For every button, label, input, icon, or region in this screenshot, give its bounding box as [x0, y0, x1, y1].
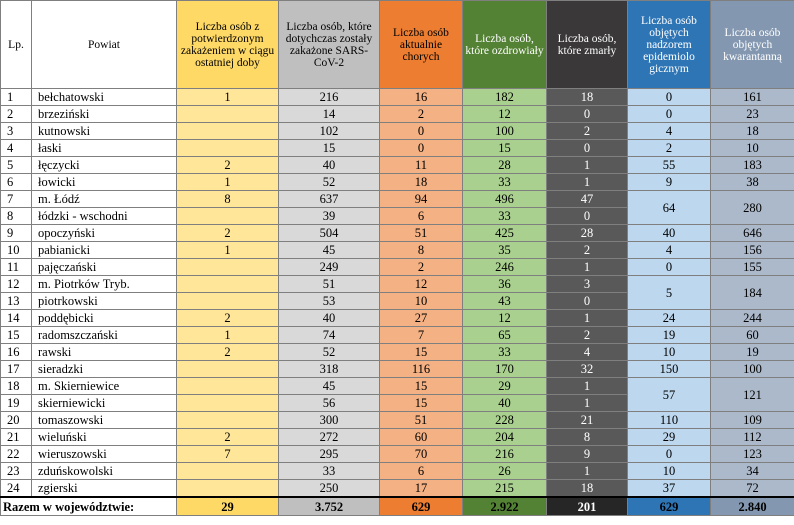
row-lp: 17	[1, 361, 32, 378]
row-active: 27	[380, 310, 463, 327]
row-epi: 29	[628, 429, 711, 446]
header-deceased: Liczba osób, które zmarły	[547, 1, 628, 89]
row-quarantine: 646	[711, 225, 794, 242]
row-active: 10	[380, 293, 463, 310]
row-powiat: łowicki	[32, 174, 177, 191]
row-active: 11	[380, 157, 463, 174]
row-quarantine: 34	[711, 463, 794, 480]
table-row	[1, 174, 794, 191]
row-recovered: 12	[463, 310, 547, 327]
row-new	[177, 140, 279, 157]
total-cumulative: 3.752	[279, 497, 380, 516]
row-new	[177, 106, 279, 123]
row-epi: 10	[628, 344, 711, 361]
row-new: 8	[177, 191, 279, 208]
row-cumulative: 52	[279, 174, 380, 191]
row-cumulative: 637	[279, 191, 380, 208]
row-quarantine: 10	[711, 140, 794, 157]
row-lp: 3	[1, 123, 32, 140]
row-active: 51	[380, 225, 463, 242]
row-deceased: 1	[547, 259, 628, 276]
row-powiat: wieluński	[32, 429, 177, 446]
table-row	[1, 191, 794, 208]
row-deceased: 0	[547, 140, 628, 157]
row-cumulative: 318	[279, 361, 380, 378]
row-active: 51	[380, 412, 463, 429]
row-cumulative: 45	[279, 378, 380, 395]
row-new	[177, 378, 279, 395]
row-lp: 6	[1, 174, 32, 191]
row-active: 18	[380, 174, 463, 191]
row-recovered: 170	[463, 361, 547, 378]
row-epi: 110	[628, 412, 711, 429]
row-lp: 24	[1, 480, 32, 498]
row-deceased: 3	[547, 276, 628, 293]
row-deceased: 1	[547, 310, 628, 327]
row-cumulative: 14	[279, 106, 380, 123]
row-deceased: 0	[547, 208, 628, 225]
row-quarantine: 60	[711, 327, 794, 344]
row-active: 6	[380, 463, 463, 480]
header-new-cases: Liczba osób z potwierdzonym zakażeniem w ciągu ostatniej doby	[177, 1, 279, 89]
row-lp: 5	[1, 157, 32, 174]
header-quarantine: Liczba osób objętych kwarantanną	[711, 1, 794, 89]
row-cumulative: 295	[279, 446, 380, 463]
row-new	[177, 463, 279, 480]
total-epi: 629	[628, 497, 711, 516]
row-powiat: tomaszowski	[32, 412, 177, 429]
row-new: 2	[177, 310, 279, 327]
row-new	[177, 123, 279, 140]
merged-quarantine: 184	[711, 276, 794, 310]
row-lp: 11	[1, 259, 32, 276]
row-active: 15	[380, 395, 463, 412]
row-new	[177, 361, 279, 378]
row-epi: 150	[628, 361, 711, 378]
total-quarantine: 2.840	[711, 497, 794, 516]
row-lp: 19	[1, 395, 32, 412]
header-epidemiological-supervision: Liczba osób objętych nadzorem epidemiolo gicznym	[628, 1, 711, 89]
row-powiat: skierniewicki	[32, 395, 177, 412]
row-new: 1	[177, 242, 279, 259]
row-cumulative: 53	[279, 293, 380, 310]
merged-epi: 64	[628, 191, 711, 225]
row-active: 17	[380, 480, 463, 498]
row-quarantine: 123	[711, 446, 794, 463]
row-powiat: m. Piotrków Tryb.	[32, 276, 177, 293]
row-lp: 21	[1, 429, 32, 446]
row-deceased: 1	[547, 463, 628, 480]
row-deceased: 1	[547, 174, 628, 191]
row-quarantine: 18	[711, 123, 794, 140]
row-epi: 4	[628, 242, 711, 259]
row-active: 7	[380, 327, 463, 344]
table-row	[1, 225, 794, 242]
table-row	[1, 310, 794, 327]
row-powiat: łaski	[32, 140, 177, 157]
row-active: 6	[380, 208, 463, 225]
row-recovered: 246	[463, 259, 547, 276]
row-deceased: 2	[547, 123, 628, 140]
row-active: 116	[380, 361, 463, 378]
row-quarantine: 155	[711, 259, 794, 276]
row-recovered: 35	[463, 242, 547, 259]
row-powiat: m. Łódź	[32, 191, 177, 208]
row-deceased: 9	[547, 446, 628, 463]
row-powiat: bełchatowski	[32, 89, 177, 106]
row-new: 7	[177, 446, 279, 463]
row-recovered: 36	[463, 276, 547, 293]
row-powiat: wieruszowski	[32, 446, 177, 463]
row-lp: 10	[1, 242, 32, 259]
row-lp: 20	[1, 412, 32, 429]
header-powiat: Powiat	[32, 1, 177, 89]
row-epi: 24	[628, 310, 711, 327]
table-row	[1, 480, 794, 498]
header-lp: Lp.	[1, 1, 32, 89]
row-cumulative: 249	[279, 259, 380, 276]
row-deceased: 2	[547, 327, 628, 344]
table-row	[1, 242, 794, 259]
table-row	[1, 429, 794, 446]
merged-quarantine: 280	[711, 191, 794, 225]
row-powiat: opoczyński	[32, 225, 177, 242]
row-powiat: rawski	[32, 344, 177, 361]
row-deceased: 4	[547, 344, 628, 361]
row-recovered: 12	[463, 106, 547, 123]
row-recovered: 26	[463, 463, 547, 480]
row-new	[177, 480, 279, 498]
table-row	[1, 106, 794, 123]
row-deceased: 18	[547, 89, 628, 106]
row-lp: 8	[1, 208, 32, 225]
table-row	[1, 446, 794, 463]
row-cumulative: 45	[279, 242, 380, 259]
row-deceased: 1	[547, 395, 628, 412]
row-cumulative: 51	[279, 276, 380, 293]
header-row	[1, 1, 794, 89]
row-quarantine: 112	[711, 429, 794, 446]
row-powiat: radomszczański	[32, 327, 177, 344]
row-lp: 16	[1, 344, 32, 361]
row-deceased: 32	[547, 361, 628, 378]
row-recovered: 29	[463, 378, 547, 395]
row-active: 15	[380, 344, 463, 361]
row-cumulative: 39	[279, 208, 380, 225]
row-cumulative: 74	[279, 327, 380, 344]
row-cumulative: 33	[279, 463, 380, 480]
row-new	[177, 259, 279, 276]
row-active: 8	[380, 242, 463, 259]
row-active: 70	[380, 446, 463, 463]
row-active: 0	[380, 123, 463, 140]
table-row	[1, 412, 794, 429]
row-cumulative: 52	[279, 344, 380, 361]
table-row	[1, 378, 794, 395]
row-quarantine: 72	[711, 480, 794, 498]
row-recovered: 65	[463, 327, 547, 344]
row-quarantine: 109	[711, 412, 794, 429]
merged-epi: 5	[628, 276, 711, 310]
table-row	[1, 344, 794, 361]
row-new	[177, 293, 279, 310]
total-recovered: 2.922	[463, 497, 547, 516]
row-recovered: 496	[463, 191, 547, 208]
row-cumulative: 216	[279, 89, 380, 106]
row-cumulative: 56	[279, 395, 380, 412]
row-recovered: 215	[463, 480, 547, 498]
row-quarantine: 161	[711, 89, 794, 106]
row-new: 1	[177, 327, 279, 344]
row-deceased: 2	[547, 242, 628, 259]
table-row	[1, 276, 794, 293]
table-row	[1, 157, 794, 174]
table-row	[1, 259, 794, 276]
row-lp: 7	[1, 191, 32, 208]
row-epi: 4	[628, 123, 711, 140]
row-cumulative: 504	[279, 225, 380, 242]
row-new	[177, 208, 279, 225]
row-lp: 14	[1, 310, 32, 327]
row-recovered: 43	[463, 293, 547, 310]
row-cumulative: 102	[279, 123, 380, 140]
row-epi: 10	[628, 463, 711, 480]
merged-epi: 57	[628, 378, 711, 412]
row-quarantine: 100	[711, 361, 794, 378]
row-quarantine: 156	[711, 242, 794, 259]
row-recovered: 33	[463, 174, 547, 191]
row-lp: 15	[1, 327, 32, 344]
row-deceased: 28	[547, 225, 628, 242]
row-epi: 40	[628, 225, 711, 242]
row-active: 2	[380, 106, 463, 123]
row-recovered: 100	[463, 123, 547, 140]
row-new	[177, 276, 279, 293]
table-row	[1, 140, 794, 157]
row-cumulative: 15	[279, 140, 380, 157]
row-epi: 0	[628, 89, 711, 106]
row-recovered: 28	[463, 157, 547, 174]
row-epi: 19	[628, 327, 711, 344]
row-new: 2	[177, 344, 279, 361]
row-lp: 13	[1, 293, 32, 310]
row-lp: 9	[1, 225, 32, 242]
row-new: 1	[177, 174, 279, 191]
table-row	[1, 89, 794, 106]
row-quarantine: 23	[711, 106, 794, 123]
row-recovered: 33	[463, 344, 547, 361]
totals-label: Razem w województwie:	[1, 497, 177, 516]
row-lp: 18	[1, 378, 32, 395]
row-lp: 2	[1, 106, 32, 123]
row-powiat: brzeziński	[32, 106, 177, 123]
row-recovered: 15	[463, 140, 547, 157]
row-new: 2	[177, 429, 279, 446]
merged-quarantine: 121	[711, 378, 794, 412]
row-lp: 12	[1, 276, 32, 293]
row-cumulative: 40	[279, 310, 380, 327]
row-epi: 0	[628, 446, 711, 463]
totals-row	[1, 497, 794, 516]
table-row	[1, 327, 794, 344]
row-quarantine: 244	[711, 310, 794, 327]
row-cumulative: 300	[279, 412, 380, 429]
row-epi: 37	[628, 480, 711, 498]
row-deceased: 1	[547, 378, 628, 395]
row-epi: 0	[628, 106, 711, 123]
header-total-infected: Liczba osób, które dotychczas zostały zakażone SARS-CoV-2	[279, 1, 380, 89]
row-deceased: 47	[547, 191, 628, 208]
row-quarantine: 19	[711, 344, 794, 361]
row-active: 16	[380, 89, 463, 106]
row-lp: 23	[1, 463, 32, 480]
row-recovered: 425	[463, 225, 547, 242]
row-new	[177, 412, 279, 429]
row-active: 12	[380, 276, 463, 293]
row-deceased: 1	[547, 157, 628, 174]
row-lp: 4	[1, 140, 32, 157]
row-lp: 22	[1, 446, 32, 463]
total-active: 629	[380, 497, 463, 516]
row-powiat: poddębicki	[32, 310, 177, 327]
total-deceased: 201	[547, 497, 628, 516]
row-cumulative: 40	[279, 157, 380, 174]
table-row	[1, 123, 794, 140]
row-epi: 55	[628, 157, 711, 174]
row-deceased: 21	[547, 412, 628, 429]
row-cumulative: 272	[279, 429, 380, 446]
row-recovered: 216	[463, 446, 547, 463]
row-powiat: piotrkowski	[32, 293, 177, 310]
row-recovered: 33	[463, 208, 547, 225]
table-row	[1, 463, 794, 480]
row-recovered: 182	[463, 89, 547, 106]
row-powiat: sieradzki	[32, 361, 177, 378]
row-powiat: kutnowski	[32, 123, 177, 140]
row-recovered: 228	[463, 412, 547, 429]
row-deceased: 8	[547, 429, 628, 446]
header-active: Liczba osób aktualnie chorych	[380, 1, 463, 89]
row-active: 15	[380, 378, 463, 395]
row-cumulative: 250	[279, 480, 380, 498]
row-deceased: 0	[547, 106, 628, 123]
row-new: 2	[177, 225, 279, 242]
header-recovered: Liczba osób, które ozdrowiały	[463, 1, 547, 89]
row-epi: 9	[628, 174, 711, 191]
row-epi: 0	[628, 259, 711, 276]
row-active: 2	[380, 259, 463, 276]
row-epi: 2	[628, 140, 711, 157]
row-lp: 1	[1, 89, 32, 106]
row-new: 1	[177, 89, 279, 106]
table-row	[1, 361, 794, 378]
row-powiat: zduńskowolski	[32, 463, 177, 480]
row-new: 2	[177, 157, 279, 174]
row-active: 94	[380, 191, 463, 208]
row-quarantine: 38	[711, 174, 794, 191]
total-new: 29	[177, 497, 279, 516]
row-powiat: pajęczański	[32, 259, 177, 276]
row-powiat: zgierski	[32, 480, 177, 498]
row-powiat: m. Skierniewice	[32, 378, 177, 395]
row-powiat: pabianicki	[32, 242, 177, 259]
row-deceased: 18	[547, 480, 628, 498]
row-active: 0	[380, 140, 463, 157]
row-powiat: łęczycki	[32, 157, 177, 174]
row-quarantine: 183	[711, 157, 794, 174]
row-active: 60	[380, 429, 463, 446]
row-powiat: łódzki - wschodni	[32, 208, 177, 225]
row-recovered: 40	[463, 395, 547, 412]
row-recovered: 204	[463, 429, 547, 446]
row-deceased: 0	[547, 293, 628, 310]
row-new	[177, 395, 279, 412]
